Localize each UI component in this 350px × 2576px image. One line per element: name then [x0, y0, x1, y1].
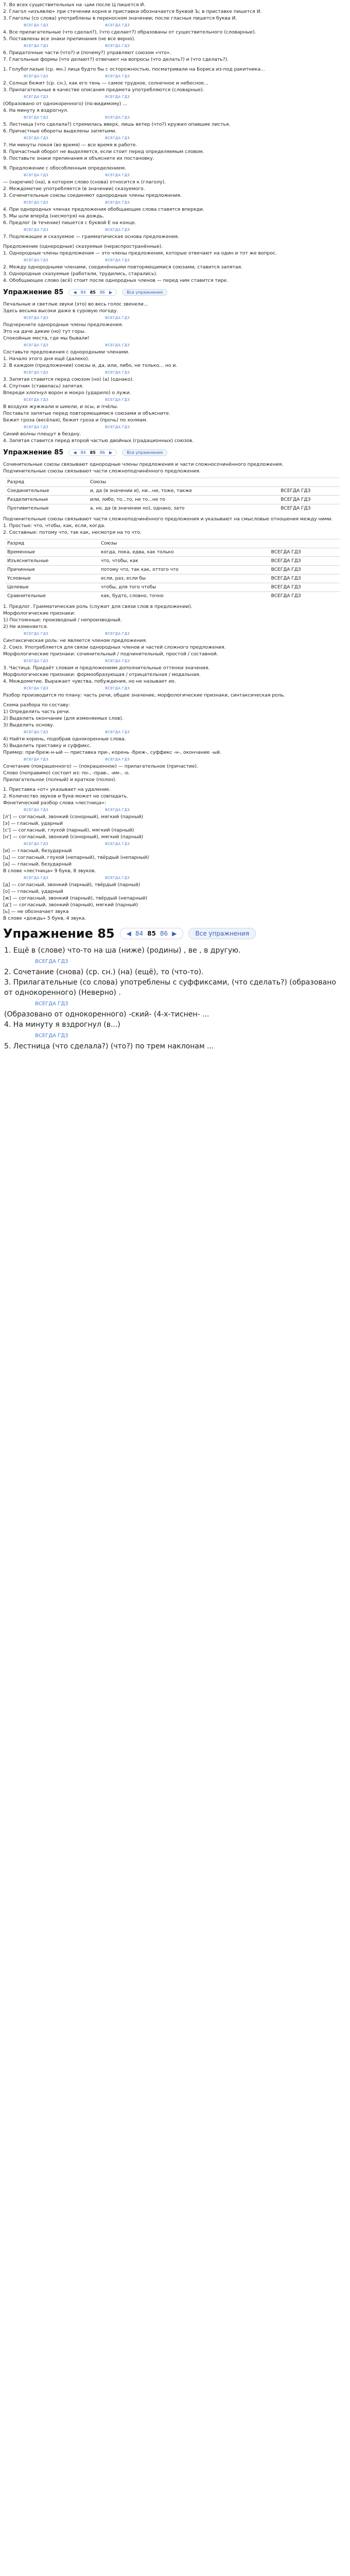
text-line: 4. Спутник (ставилась) запятая.: [3, 383, 84, 389]
text-line: 1) Постоянные: производный / непроизводный.: [3, 617, 122, 623]
table-row: [5, 548, 340, 557]
table-cell: если, раз, если бы: [99, 574, 269, 583]
text-line: Бежит гроза (весёлая), бежит гроза и (прочь) по холмам.: [3, 417, 148, 423]
text-line: Печальные и светлые звуки (это) во весь голос звенели...: [3, 301, 148, 307]
text-line: Поставьте запятые перед повторяющимися союзами и объясните.: [3, 411, 170, 416]
table-cell: что, чтобы, как: [99, 557, 269, 566]
next-page-button[interactable]: ▶: [109, 290, 113, 295]
text-line: Сочинительные союзы связывают однородные члены предложения и части сложносочинённого предложения.: [3, 462, 284, 467]
watermark: ВСЕГДА ГДЗ: [24, 115, 49, 120]
watermark: ВСЕГДА ГДЗ: [105, 173, 130, 177]
next-page-button[interactable]: ▶: [172, 930, 177, 937]
intro-block: [0, 0, 350, 64]
intro-line: 2. Глагол «изъявлю» при стечении корня и приставки обозначается буквой Ъ; в приставке пишется И.: [3, 9, 262, 14]
text-line: [а] — гласный, безударный: [3, 861, 72, 867]
text-line: Спокойные места, где мы бывали!: [3, 335, 90, 341]
watermark: ВСЕГДА ГДЗ: [105, 757, 130, 761]
text-line: (Образовано от однокоренного) -ский- (4-х-тиснен- ...: [4, 1010, 209, 1019]
watermark: ВСЕГДА ГДЗ: [105, 23, 130, 27]
answer-block-2b: [0, 514, 350, 537]
watermark: ВСЕГДА ГДЗ: [105, 228, 130, 232]
table-cell: как, будто, словно, точно: [99, 592, 269, 601]
prev-page-button[interactable]: ◀: [126, 930, 131, 937]
pagination: [68, 289, 117, 296]
current-page: 85: [90, 290, 96, 295]
subordinating-table: [5, 539, 340, 600]
text-line: 5) Выделить приставку и суффикс.: [3, 743, 92, 749]
text-line: 6. Причастные обороты выделены запятыми.: [3, 128, 117, 134]
watermark: ВСЕГДА ГДЗ: [281, 506, 311, 511]
watermark: ВСЕГДА ГДЗ: [105, 200, 130, 205]
intro-line: 7. Глагольные формы (что делают?) отвечают на вопросы (что делать?) и (что сделать?).: [3, 57, 229, 62]
all-exercises-button[interactable]: Все упражнения: [122, 289, 167, 296]
answer-block-2: [0, 460, 350, 476]
exercise-header: [0, 285, 350, 299]
text-line: Морфологические признаки: сочинительный / подчинительный, простой / составной.: [3, 651, 218, 657]
text-line: Предложение (однородные) сказуемые (нераспространённые).: [3, 244, 163, 249]
watermark: ВСЕГДА ГДЗ: [105, 136, 130, 140]
page-link[interactable]: 84: [80, 450, 86, 455]
watermark: ВСЕГДА ГДЗ: [105, 316, 130, 320]
watermark: ВСЕГДА ГДЗ: [105, 425, 130, 429]
table-header-cell: Союзы: [88, 478, 279, 487]
table-cell: или, либо, то...то, не то...не то: [88, 496, 279, 504]
text-line: [ц] — согласный, глухой (непарный), твёрдый (непарный): [3, 855, 149, 860]
text-line: [л'] — согласный, звонкий (сонорный), мягкий (парный): [3, 814, 144, 820]
text-line: 4. Междометие. Выражает чувства, побуждения, но не называет их.: [3, 679, 176, 684]
text-line: Сочетание (покрашенного) — (покрашенное) — прилагательное (причастие).: [3, 764, 199, 769]
word-structure-block: [0, 700, 350, 785]
text-line: 4. На минуту я вздрогнул.: [3, 108, 68, 113]
prev-page-button[interactable]: ◀: [73, 290, 77, 295]
text-line: 4. На минуту я вздрогнул (в...): [4, 1021, 120, 1029]
watermark: ВСЕГДА ГДЗ: [24, 200, 49, 205]
text-line: Составьте предложения с однородными членами.: [3, 349, 130, 355]
text-line: Подчинительные союзы связывают части сложноподчинённого предложения и указывают на смысловые отношения между ними.: [3, 516, 333, 522]
text-line: В воздухе жужжали и шмели, и осы, и пчёлы.: [3, 404, 118, 410]
text-line: 2) Выделить окончание (для изменяемых слов).: [3, 716, 124, 721]
text-line: 7. Подлежащее и сказуемое — грамматическая основа предложения.: [3, 234, 180, 240]
text-line: 6. Предлог (в течение) пишется с буквой Е на конце.: [3, 220, 136, 226]
text-line: 3. Запятая ставится перед союзом (но) (а) (однако).: [3, 377, 134, 382]
table-cell: чтобы, для того чтобы: [99, 583, 269, 592]
table-header-cell: Союзы: [99, 539, 269, 548]
watermark: ВСЕГДА ГДЗ: [24, 316, 49, 320]
watermark: ВСЕГДА ГДЗ: [24, 370, 49, 375]
page-link[interactable]: 84: [80, 290, 86, 295]
watermark: ВСЕГДА ГДЗ: [105, 632, 130, 636]
text-line: Разбор производится по плану: часть речи, общее значение, морфологические признаки, синтаксическая роль.: [3, 692, 285, 698]
table-cell: когда, пока, едва, как только: [99, 548, 269, 557]
watermark: ВСЕГДА ГДЗ: [271, 594, 301, 599]
page-link[interactable]: 84: [135, 930, 144, 937]
watermark: ВСЕГДА ГДЗ: [105, 686, 130, 690]
text-line: Я. Предложение с обособленным определением.: [3, 165, 126, 171]
text-line: 4. При однородных членах предложения обобщающие слова ставятся впереди.: [3, 207, 204, 212]
text-line: Впереди хлопнул ворон и мокро (ударило) о лужи.: [3, 390, 131, 396]
table-cell: [269, 566, 340, 574]
text-line: 2. Союз. Употребляется для связи однородных членов и частей сложного предложения.: [3, 645, 226, 650]
page-link[interactable]: 86: [99, 450, 106, 455]
watermark: ВСЕГДА ГДЗ: [105, 398, 130, 402]
text-line: 2. Между однородными членами, соединёнными повторяющимися союзами, ставится запятая.: [3, 264, 243, 270]
text-line: Здесь весьма высоки даже в суровую погоду.: [3, 308, 118, 314]
watermark: ВСЕГДА ГДЗ: [105, 842, 130, 846]
watermark: ВСЕГДА ГДЗ: [105, 115, 130, 120]
table-cell: Противительные: [5, 504, 88, 513]
text-line: 3. Сочинительные союзы соединяют однородные члены предложения.: [3, 193, 182, 198]
section1: [0, 64, 350, 163]
text-line: [о] — гласный, ударный: [3, 889, 63, 894]
watermark: ВСЕГДА ГДЗ: [24, 44, 49, 48]
watermark: ВСЕГДА ГДЗ: [24, 398, 49, 402]
watermark: ВСЕГДА ГДЗ: [24, 659, 49, 663]
text-line: В слове «лестница» 9 букв, 8 звуков.: [3, 868, 96, 874]
text-line: 4. Обобщающее слово (всё) стоит после однородных членов — перед ним ставится тире.: [3, 278, 229, 283]
exercise-title: Упражнение 85: [3, 926, 115, 941]
watermark: ВСЕГДА ГДЗ: [24, 757, 49, 761]
text-line: Прилагательное (полный) и краткое (полон).: [3, 777, 117, 783]
watermark: ВСЕГДА ГДЗ: [105, 808, 130, 812]
watermark: ВСЕГДА ГДЗ: [24, 686, 49, 690]
text-line: 2. Междометие употребляется (в значении) сказуемого.: [3, 186, 145, 192]
watermark: ВСЕГДА ГДЗ: [24, 23, 49, 27]
intro-line: 5. Поставлены все знаки препинания (не все верно).: [3, 36, 136, 42]
table-row: [5, 592, 340, 601]
table-cell: и, да (в значении и), ни...ни, тоже, также: [88, 487, 279, 496]
text-line: [д'] — согласный, звонкий (парный), мягкий (парный): [3, 902, 138, 908]
watermark: ВСЕГДА ГДЗ: [105, 659, 130, 663]
pagination: [120, 928, 184, 939]
text-line: [д] — согласный, звонкий (парный), твёрдый (парный): [3, 882, 141, 888]
next-page-button[interactable]: ▶: [109, 450, 113, 455]
text-line: [э] — гласный, ударный: [3, 821, 63, 826]
watermark: ВСЕГДА ГДЗ: [271, 567, 301, 572]
text-line: [н'] — согласный, звонкий (сонорный), мягкий (парный): [3, 834, 144, 840]
text-line: Синтаксическая роль: не является членом предложения.: [3, 638, 148, 643]
all-exercises-button[interactable]: Все упражнения: [188, 928, 256, 939]
watermark: ВСЕГДА ГДЗ: [24, 173, 49, 177]
watermark: ВСЕГДА ГДЗ: [24, 730, 49, 734]
table-cell: [278, 487, 340, 496]
watermark: ВСЕГДА ГДЗ: [271, 576, 301, 581]
watermark: ВСЕГДА ГДЗ: [105, 74, 130, 78]
text-line: [ь] — не обозначает звука: [3, 909, 69, 914]
watermark: ВСЕГДА ГДЗ: [105, 343, 130, 347]
table-header-row: [5, 478, 340, 487]
current-page: 85: [90, 450, 96, 455]
table-row: [5, 496, 340, 504]
table-row: [5, 487, 340, 496]
prev-page-button[interactable]: ◀: [73, 450, 77, 455]
intro-line: 4. Все прилагательные (что сделал?), (что сделает?) образованы от существительного (словарные).: [3, 29, 256, 35]
text-line: В слове «дождь» 5 букв, 4 звука.: [3, 916, 86, 921]
text-line: [ж] — согласный, звонкий (парный), твёрдый (непарный): [3, 895, 147, 901]
exercise-title: Упражнение 85: [3, 449, 64, 456]
answer-block-3: [0, 944, 350, 1053]
page-bottom-spacer: [0, 1053, 350, 1084]
text-line: [и] — гласный, безударный: [3, 848, 72, 854]
conjunctions-table: [5, 478, 340, 513]
intro-line: 7. Во всех существительных на -ции после Ц пишется И.: [3, 2, 146, 8]
intro-line: 6. Придаточные части (что?) и (почему?) управляют союзом «что».: [3, 50, 171, 56]
table-cell: [278, 496, 340, 504]
watermark: ВСЕГДА ГДЗ: [35, 959, 68, 964]
exercise-header: [0, 446, 350, 460]
watermark: ВСЕГДА ГДЗ: [24, 343, 49, 347]
table-row: [5, 504, 340, 513]
table-row: [5, 574, 340, 583]
table-cell: Условные: [5, 574, 99, 583]
text-line: Морфологические признаки: формообразующая / отрицательная / модальная.: [3, 672, 201, 677]
text-line: Подчинительные союзы связывают части сложноподчинённого предложения.: [3, 468, 201, 474]
table-cell: [269, 557, 340, 566]
section1c: [0, 242, 350, 285]
watermark: ВСЕГДА ГДЗ: [105, 370, 130, 375]
text-line: (Образовано от однокоренного) (по-видимому) ...: [3, 101, 128, 107]
text-line: Схема разбора по составу:: [3, 702, 71, 708]
text-line: 1. Ещё в (слове) что-то на ша (ниже) (родины) , ве , в другую.: [4, 946, 241, 955]
text-line: — (наречие) (на), в котором слово (снова) относится к (глаголу).: [3, 179, 166, 185]
watermark: ВСЕГДА ГДЗ: [271, 558, 301, 564]
text-line: 4) Найти корень, подобрав однокоренные слова.: [3, 736, 126, 742]
text-line: 1. Однородные члены предложения — это члены предложения, которые отвечают на один и тот же вопрос.: [3, 250, 277, 256]
text-line: Это на даче дикие (но) тут горы.: [3, 329, 86, 334]
table-cell: [269, 592, 340, 601]
text-line: 5. Мы шли вперёд (несмотря) на дождь.: [3, 213, 104, 219]
text-line: 9. Поставьте знаки препинания и объясните их постановку.: [3, 156, 154, 161]
table-cell: Целевые: [5, 583, 99, 592]
text-line: 1. Приставка «от» указывает на удаление.: [3, 787, 111, 792]
watermark: ВСЕГДА ГДЗ: [281, 497, 311, 502]
watermark: ВСЕГДА ГДЗ: [105, 258, 130, 262]
text-line: 7. Ни минуты покоя (во время) — все время в работе.: [3, 142, 137, 148]
table-cell: потому что, так как, оттого что: [99, 566, 269, 574]
text-line: 2. Составные: потому что, так как, несмотря на то что.: [3, 530, 142, 535]
table-cell: [269, 574, 340, 583]
table-row: [5, 583, 340, 592]
table-cell: Сравнительные: [5, 592, 99, 601]
watermark: ВСЕГДА ГДЗ: [24, 74, 49, 78]
text-line: 8. Причастный оборот не выделяется, если стоит перед определяемым словом.: [3, 149, 204, 155]
watermark: ВСЕГДА ГДЗ: [105, 730, 130, 734]
text-line: Фонетический разбор слова «лестница»:: [3, 800, 107, 806]
watermark: ВСЕГДА ГДЗ: [281, 488, 311, 494]
text-line: 3. Прилагательные в качестве описания предмета употребляются (словарные).: [3, 87, 204, 93]
text-line: 1) Определить часть речи.: [3, 709, 71, 715]
watermark: ВСЕГДА ГДЗ: [24, 632, 49, 636]
pagination: [68, 449, 117, 456]
text-line: 1. Простые: что, чтобы, как, если, когда.: [3, 523, 106, 529]
table-cell: [278, 504, 340, 513]
table-cell: Временные: [5, 548, 99, 557]
text-line: Слово (поправимо) состоит из: по-, -прав-, -им-, -о.: [3, 770, 130, 776]
table-row: [5, 566, 340, 574]
watermark: ВСЕГДА ГДЗ: [105, 95, 130, 99]
table-row: [5, 557, 340, 566]
text-line: Пример: при-бреж-н-ый — приставка при-, корень -бреж-, суффикс -н-, окончание -ый.: [3, 750, 221, 755]
table-header-cell: [278, 478, 340, 487]
watermark: ВСЕГДА ГДЗ: [271, 550, 301, 555]
text-line: Морфологические признаки:: [3, 611, 76, 616]
table-cell: Соединительные: [5, 487, 88, 496]
watermark: ВСЕГДА ГДЗ: [24, 95, 49, 99]
watermark: ВСЕГДА ГДЗ: [271, 585, 301, 590]
table-cell: а, но, да (в значении но), однако, зато: [88, 504, 279, 513]
text-line: Подчеркните однородные члены предложения.: [3, 322, 124, 328]
table-header-cell: [269, 539, 340, 548]
current-page: 85: [147, 930, 156, 937]
text-line: 2. В каждом (предложении) союзы и, да, или, либо, не только... но и.: [3, 363, 178, 368]
table-cell: Причинные: [5, 566, 99, 574]
phonetic-block: [0, 785, 350, 923]
watermark: ВСЕГДА ГДЗ: [24, 808, 49, 812]
watermark: ВСЕГДА ГДЗ: [24, 258, 49, 262]
watermark: ВСЕГДА ГДЗ: [24, 425, 49, 429]
intro-line: 3. Глаголы (со слова) употреблены в переносном значении; после гласных пишется буква И.: [3, 15, 237, 21]
text-line: 3. Однородные сказуемые (работали, трудились, старались).: [3, 271, 157, 277]
all-exercises-button[interactable]: Все упражнения: [122, 449, 167, 456]
watermark: ВСЕГДА ГДЗ: [24, 876, 49, 880]
text-line: 5. Лестница (что сделала?) (что?) по трем наклонам ...: [4, 1042, 214, 1050]
watermark: ВСЕГДА ГДЗ: [24, 228, 49, 232]
text-line: 1. Предлог. Грамматическая роль (служит для связи слов в предложении).: [3, 604, 192, 609]
page-link[interactable]: 86: [99, 290, 106, 295]
text-line: 2. Количество звуков и букв может не совпадать.: [3, 793, 128, 799]
text-line: 3. Прилагательные (со слова) употреблены с суффиксами, (что сделать?) (образовано от однокоренного) (Неверно) .: [4, 978, 336, 997]
exercise-header: [0, 923, 350, 944]
page-link[interactable]: 86: [160, 930, 168, 937]
text-line: [с'] — согласный, глухой (парный), мягкий (парный): [3, 827, 134, 833]
table-cell: [269, 583, 340, 592]
text-line: Синий волны плещут в бездну.: [3, 431, 81, 437]
text-line: 3) Выделить основу.: [3, 722, 55, 728]
table-header-cell: Разряд: [5, 478, 88, 487]
text-line: 2. Солнце бежит (ср. сн.), как его тень — самое трудное, солнечное и небесное...: [3, 80, 208, 86]
exercise-title: Упражнение 85: [3, 289, 64, 296]
morphology-block: [0, 602, 350, 700]
text-line: 2) Не изменяется.: [3, 624, 48, 630]
table-cell: Разделительные: [5, 496, 88, 504]
section1b: [0, 163, 350, 242]
table-cell: [269, 548, 340, 557]
answer-block-1: [0, 299, 350, 446]
table-header-cell: Разряд: [5, 539, 99, 548]
watermark: ВСЕГДА ГДЗ: [24, 136, 49, 140]
table-cell: Изъяснительные: [5, 557, 99, 566]
watermark: ВСЕГДА ГДЗ: [24, 842, 49, 846]
text-line: 1. Начало этого дня ещё (далеко).: [3, 356, 90, 362]
text-line: 2. Сочетание (снова) (ср. сн.) (на) (ещё), то (что-то).: [4, 968, 204, 976]
watermark: ВСЕГДА ГДЗ: [35, 1001, 68, 1007]
text-line: 5. Лестница (что сделала?) стремилась вверх, лишь ветер (что?) кружил опавшие листья.: [3, 122, 231, 127]
text-line: 3. Частица. Придаёт словам и предложениям дополнительные оттенки значения.: [3, 665, 210, 671]
table-header-row: [5, 539, 340, 548]
text-line: 1. Голубоглазые (ср. мн.) лица будто бы с осторожностью, посматривали на Бориса из-под ракитника...: [3, 66, 265, 72]
watermark: ВСЕГДА ГДЗ: [105, 44, 130, 48]
watermark: ВСЕГДА ГДЗ: [105, 876, 130, 880]
watermark: ВСЕГДА ГДЗ: [35, 1033, 68, 1039]
text-line: 4. Запятая ставится перед второй частью двойных (градационных) союзов.: [3, 438, 194, 444]
